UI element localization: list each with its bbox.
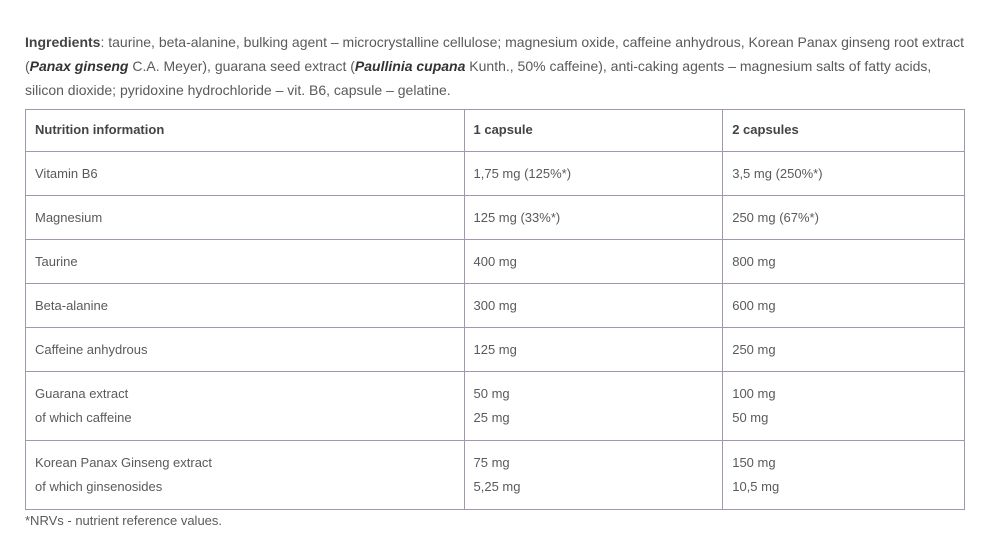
ingredients-latin-paullinia: Paullinia cupana [354, 58, 466, 74]
nutrition-table [25, 109, 965, 510]
nutrient-cell [26, 196, 465, 240]
table-body [26, 152, 965, 510]
nutrient-cell [26, 152, 465, 196]
one-capsule-cell-text: 125 mg (33%*) [473, 210, 561, 225]
nutrient-cell-text: Vitamin B6 [35, 166, 98, 181]
one-capsule-cell-text: 25 mg [473, 410, 510, 425]
nutrient-cell-text: Beta-alanine [35, 298, 108, 313]
nutrient-cell [26, 240, 465, 284]
one-capsule-cell-text: 300 mg [473, 298, 517, 313]
two-capsules-cell [723, 240, 965, 284]
one-capsule-cell [464, 196, 723, 240]
header-one-capsule: 1 capsule [464, 110, 723, 152]
two-capsules-cell-text: 10,5 mg [732, 479, 780, 494]
two-capsules-cell [723, 441, 965, 510]
nrv-footnote: *NRVs - nutrient reference values. [25, 513, 223, 528]
nutrient-cell-text: Taurine [35, 254, 78, 269]
two-capsules-cell-text: 600 mg [732, 298, 776, 313]
two-capsules-cell [723, 372, 965, 441]
one-capsule-cell-text: 5,25 mg [473, 479, 521, 494]
nutrient-cell [26, 284, 465, 328]
nutrient-cell-text: Caffeine anhydrous [35, 342, 148, 357]
one-capsule-cell-text: 400 mg [473, 254, 517, 269]
table-row [26, 196, 965, 240]
two-capsules-cell [723, 328, 965, 372]
nutrient-cell-text: Magnesium [35, 210, 103, 225]
table-row [26, 152, 965, 196]
one-capsule-cell-text: 125 mg [473, 342, 517, 357]
two-capsules-cell-text: 3,5 mg (250%*) [732, 166, 823, 181]
ingredients-text-part2: C.A. Meyer), guarana seed extract ( [128, 58, 355, 74]
nutrient-cell-text: of which ginsenosides [35, 479, 163, 494]
one-capsule-cell-text: 1,75 mg (125%*) [473, 166, 572, 181]
nutrient-cell-text: of which caffeine [35, 410, 132, 425]
nutrient-cell [26, 441, 465, 510]
nutrient-cell [26, 328, 465, 372]
one-capsule-cell [464, 441, 723, 510]
two-capsules-cell-text: 250 mg [732, 342, 776, 357]
ingredients-label: Ingredients [25, 34, 101, 50]
table-row [26, 284, 965, 328]
two-capsules-cell [723, 152, 965, 196]
one-capsule-cell-text: 75 mg [473, 455, 510, 470]
nutrient-cell [26, 372, 465, 441]
two-capsules-cell [723, 284, 965, 328]
table-row [26, 240, 965, 284]
table-row [26, 441, 965, 510]
ingredients-text-part3: Kunth., 50% caffeine), anti-caking agents – magnesium salts of fatty acids, silicon dioxide; pyridoxine hydrochloride – vit. B6, capsule – gelatine. [25, 58, 932, 98]
header-nutrition-information: Nutrition information [26, 110, 465, 152]
ingredients-text-part1: : taurine, beta-alanine, bulking agent – microcrystalline cellulose; magnesium oxide, caffeine anhydrous, Korean Panax ginseng root extract ( [25, 34, 965, 74]
one-capsule-cell [464, 240, 723, 284]
one-capsule-cell [464, 152, 723, 196]
ingredients-paragraph [25, 30, 970, 102]
one-capsule-cell [464, 372, 723, 441]
one-capsule-cell [464, 284, 723, 328]
two-capsules-cell-text: 50 mg [732, 410, 769, 425]
ingredients-latin-panax: Panax ginseng [29, 58, 129, 74]
header-two-capsules: 2 capsules [723, 110, 965, 152]
two-capsules-cell-text: 250 mg (67%*) [732, 210, 819, 225]
one-capsule-cell-text: 50 mg [473, 386, 510, 401]
table-row [26, 372, 965, 441]
two-capsules-cell-text: 150 mg [732, 455, 776, 470]
nutrient-cell-text: Guarana extract [35, 386, 129, 401]
two-capsules-cell [723, 196, 965, 240]
nutrient-cell-text: Korean Panax Ginseng extract [35, 455, 213, 470]
table-row [26, 328, 965, 372]
two-capsules-cell-text: 800 mg [732, 254, 776, 269]
table-header-row [26, 110, 965, 152]
one-capsule-cell [464, 328, 723, 372]
two-capsules-cell-text: 100 mg [732, 386, 776, 401]
